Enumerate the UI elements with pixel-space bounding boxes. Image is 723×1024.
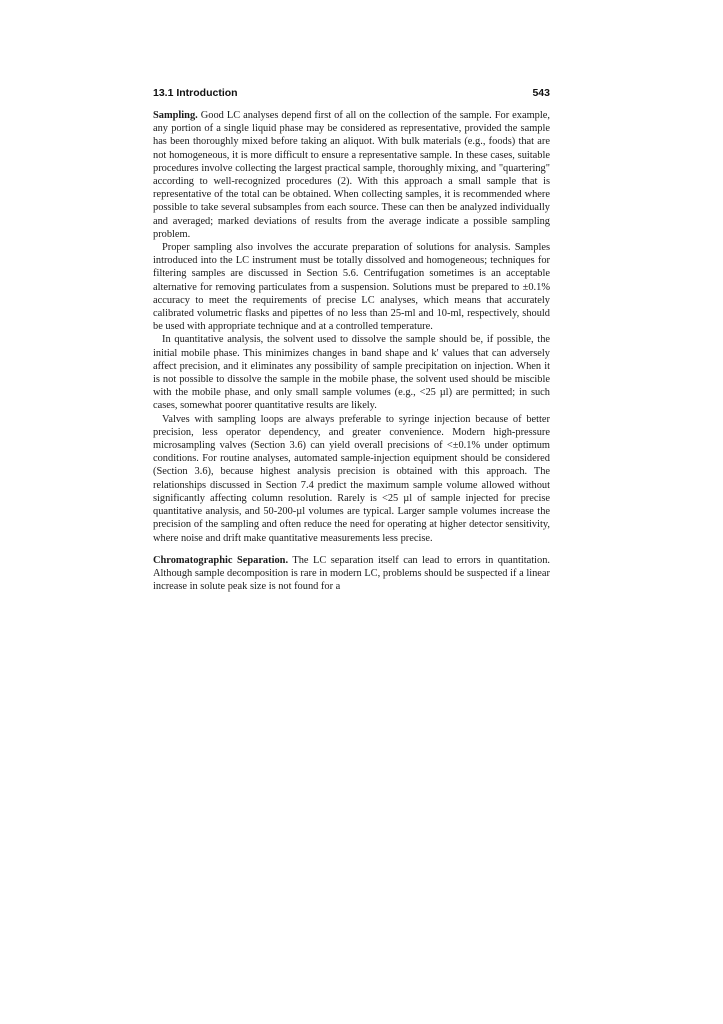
running-head bbox=[153, 87, 550, 99]
body-text bbox=[153, 109, 550, 593]
section-title: 13.1 Introduction bbox=[153, 87, 238, 99]
paragraph-sampling-valves bbox=[153, 413, 550, 545]
paragraph-sampling bbox=[153, 109, 550, 241]
run-in-heading: Chromatographic Separation. bbox=[153, 554, 289, 566]
book-page bbox=[153, 87, 550, 593]
paragraph-text: The LC separation itself can lead to errors in quantitation. Although sample decomposition is rare in modern LC, problems should be suspected if a linear increase in solute peak size is not found for a bbox=[153, 554, 551, 593]
paragraph-text: In quantitative analysis, the solvent used to dissolve the sample should be, if possible, the initial mobile phase. This minimizes changes in band shape and k′ values that can adversely affect precision, and it eliminates any possibility of sample precipitation on injection. When it is not possible to dissolve the sample in the mobile phase, the solvent used should be miscible with the mobile phase, and only small sample volumes (e.g., <25 µl) are permitted; in such cases, somewhat poorer quantitative results are likely. bbox=[153, 334, 550, 412]
page-number: 543 bbox=[532, 87, 550, 99]
paragraph-chromatographic-separation bbox=[153, 554, 550, 594]
run-in-heading: Sampling. bbox=[153, 110, 198, 121]
paragraph-text: Valves with sampling loops are always preferable to syringe injection because of better precision, less operator dependency, and greater convenience. Modern high-pressure microsampling valves (Section 3.6) can yield overall precisions of <±0.1% under optimum conditions. For routine analyses, automated sample-injection equipment should be considered (Section 3.6), because highest analysis precision is obtained with this approach. The relationships discussed in Section 7.4 predict the maximum sample volume allowed without significantly affecting column resolution. Rarely is <25 µl of sample injected for precise quantitative analysis, and 50-200-µl volumes are typical. Larger sample volumes increase the precision of the sampling and often reduce the need for operating at higher detector sensitivity, where noise and drift make quantitative measurements less precise. bbox=[153, 413, 550, 544]
paragraph-solvent-choice bbox=[153, 333, 550, 412]
paragraph-solution-preparation bbox=[153, 241, 550, 333]
paragraph-text: Proper sampling also involves the accurate preparation of solutions for analysis. Samples introduced into the LC instrument must be totally dissolved and homogeneous; techniques for filtering samples are discussed in Section 5.6. Centrifugation sometimes is an acceptable alternative for removing particulates from a suspension. Solutions must be prepared to ±0.1% accuracy to meet the requirements of precise LC analyses, which means that accurately calibrated volumetric flasks and pipettes of no less than 25-ml and 10-ml, respectively, should be used with appropriate technique and at a controlled temperature. bbox=[153, 242, 550, 333]
paragraph-text: Good LC analyses depend first of all on the collection of the sample. For example, any portion of a single liquid phase may be considered as representative, provided the sample has been thoroughly mixed before taking an aliquot. With bulk materials (e.g., foods) that are not homogeneous, it is more difficult to ensure a representative sample. In these cases, suitable procedures involve collecting the largest practical sample, thoroughly mixing, and "quartering" according to well-recognized procedures (2). With this approach a small sample that is representative of the total can be obtained. When collecting samples, it is recommended where possible to take several subsamples from each source. These can then be analyzed individually and averaged; marked deviations of results from the average indicate a possible sampling problem. bbox=[153, 110, 550, 240]
